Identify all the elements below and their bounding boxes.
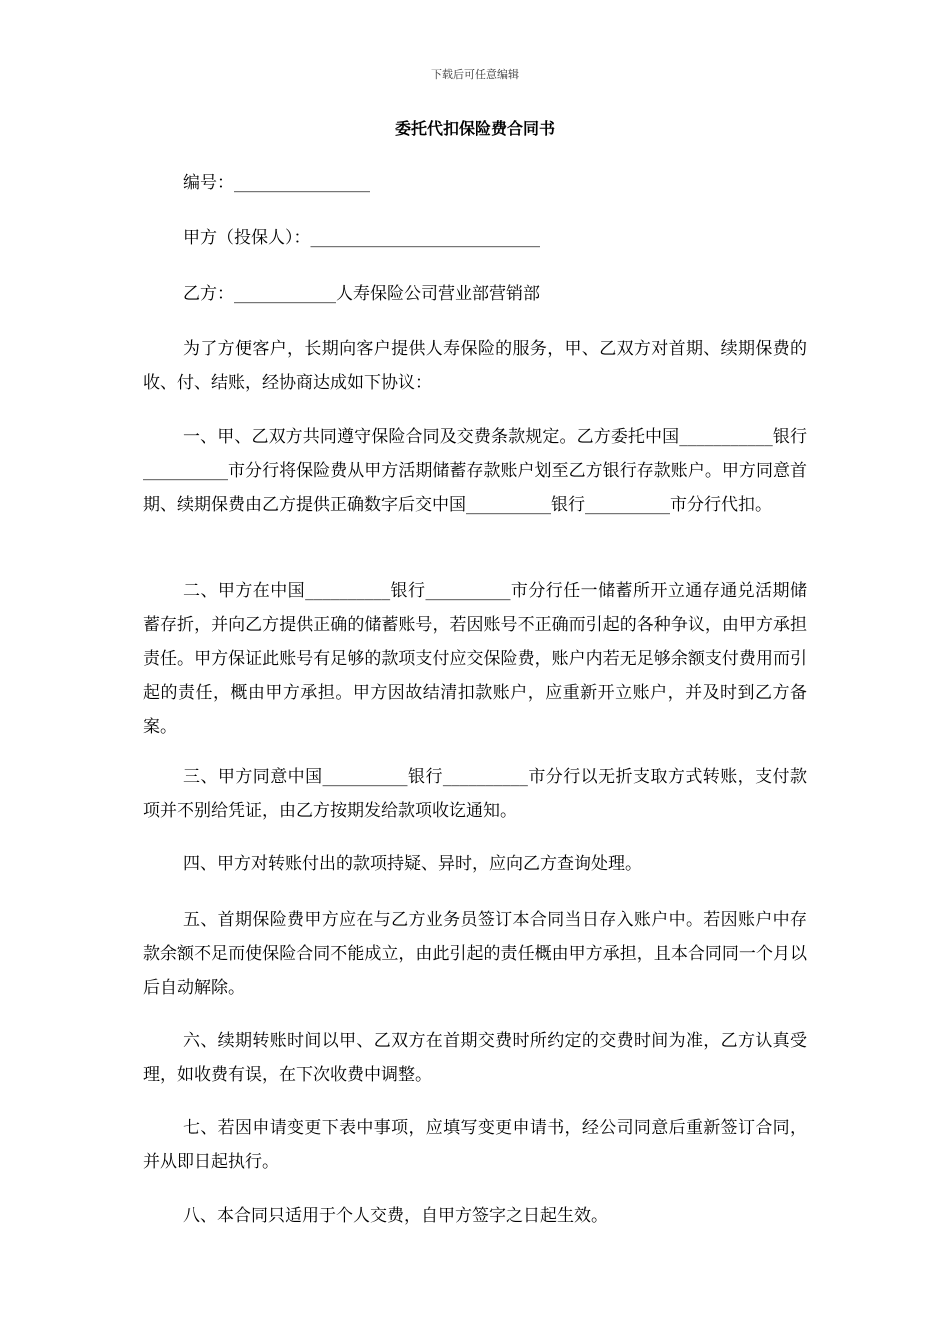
header-note: 下载后可任意编辑 xyxy=(431,68,519,81)
clause-4: 四、甲方对转账付出的款项持疑、异时，应向乙方查询处理。 xyxy=(183,854,642,874)
clause-7: 七、若因申请变更下表中事项，应填写变更申请书，经公司同意后重新签订合同，并从即日起执行。 xyxy=(143,1118,807,1172)
clause-1: 一、甲、乙双方共同遵守保险合同及交费条款规定。乙方委托中国___________银行__________市分行将保险费从甲方活期储蓄存款账户划至乙方银行存款账户。甲方同意首期、续期保费由乙方提供正确数字后交中国__________银行__________市分行代扣。 xyxy=(143,427,807,515)
party-a-field: 甲方（投保人）：___________________________ xyxy=(183,228,540,248)
document-title: 委托代扣保险费合同书 xyxy=(394,119,555,138)
intro-paragraph: 为了方便客户，长期向客户提供人寿保险的服务，甲、乙双方对首期、续期保费的收、付、结账，经协商达成如下协议： xyxy=(143,339,807,393)
clause-3: 三、甲方同意中国__________银行__________市分行以无折支取方式转账，支付款项并不别给凭证，由乙方按期发给款项收讫通知。 xyxy=(143,767,807,821)
clause-5: 五、首期保险费甲方应在与乙方业务员签订本合同当日存入账户中。若因账户中存款余额不足而使保险合同不能成立，由此引起的责任概由甲方承担，且本合同同一个月以后自动解除。 xyxy=(143,910,807,998)
clause-6: 六、续期转账时间以甲、乙双方在首期交费时所约定的交费时间为准，乙方认真受理，如收费有误，在下次收费中调整。 xyxy=(143,1031,807,1085)
party-b-field: 乙方：____________人寿保险公司营业部营销部 xyxy=(183,284,540,304)
clause-2: 二、甲方在中国__________银行__________市分行任一储蓄所开立通存通兑活期储蓄存折，并向乙方提供正确的储蓄账号，若因账号不正确而引起的各种争议，由甲方承担责任。甲方保证此账号有足够的款项支付应交保险费，账户内若无足够余额支付费用而引起的责任，概由甲方承担。甲方因故结清扣款账户，应重新开立账户，并及时到乙方备案。 xyxy=(143,581,807,737)
contract-number-field: 编号：________________ xyxy=(183,173,370,193)
clause-8: 八、本合同只适用于个人交费，自甲方签字之日起生效。 xyxy=(183,1206,608,1226)
